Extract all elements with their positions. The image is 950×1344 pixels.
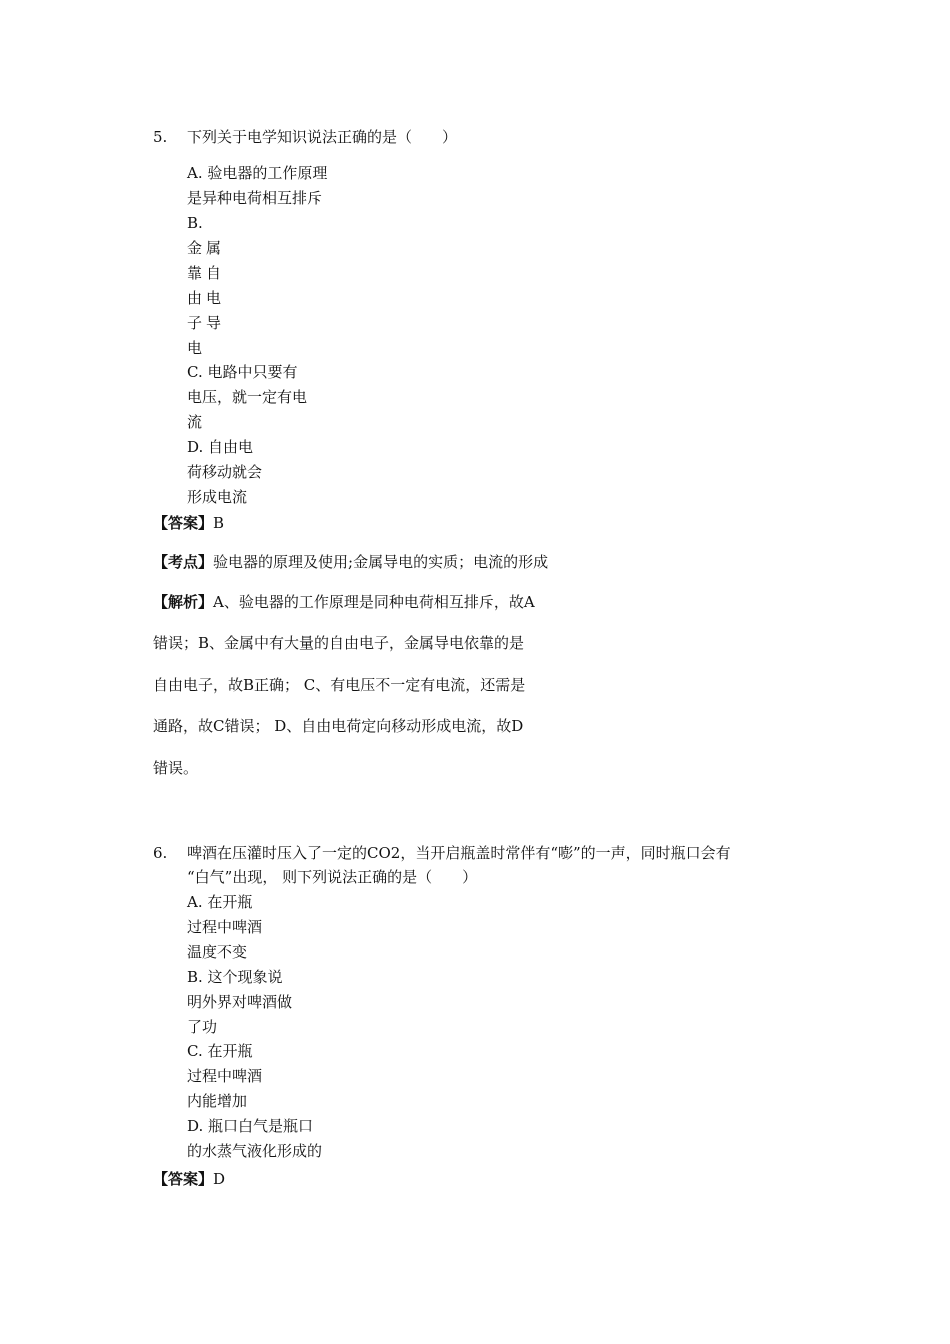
analysis-line: 通路，故C错误； D、自由电荷定向移动形成电流，故D (153, 717, 524, 735)
option-b-line: 子导 (187, 314, 226, 332)
option-c-line: 内能增加 (187, 1092, 248, 1110)
answer-row (153, 513, 224, 533)
option-d-line: D. 瓶口白气是瓶口 (187, 1117, 314, 1135)
analysis-line: 错误；B、金属中有大量的自由电子，金属导电依靠的是 (153, 634, 525, 652)
question-6-stem: 啤酒在压灌时压入了一定的CO2，当开启瓶盖时常伴有“嘭”的一声，同时瓶口会有 (187, 844, 731, 862)
answer-label: 【答案】 (153, 1170, 214, 1188)
answer-value: B (213, 514, 225, 532)
question-6-number: 6. (153, 844, 168, 862)
analysis-line (153, 592, 535, 612)
option-b-line: B. 这个现象说 (187, 968, 283, 986)
analysis-text: A、验电器的工作原理是同种电荷相互排斥，故A (213, 593, 535, 611)
option-a-line: A. 验电器的工作原理 (187, 164, 328, 182)
option-d-line: 形成电流 (187, 488, 248, 506)
option-b-line: 由电 (187, 289, 226, 307)
option-c-line: C. 在开瓶 (187, 1042, 253, 1060)
option-b-line: 电 (187, 339, 203, 357)
analysis-line: 错误。 (153, 759, 199, 777)
option-c-line: 电压，就一定有电 (187, 388, 308, 406)
option-d-line: D. 自由电 (187, 438, 254, 456)
analysis-line: 自由电子，故B正确； C、有电压不一定有电流，还需是 (153, 676, 526, 694)
option-a-line: 是异种电荷相互排斥 (187, 189, 323, 207)
answer-label: 【答案】 (153, 514, 214, 532)
option-c-line: 过程中啤酒 (187, 1067, 263, 1085)
answer-row (153, 1169, 225, 1189)
question-6-stem-continued: “白气”出现， 则下列说法正确的是（ ） (187, 868, 478, 886)
question-5-stem: 下列关于电学知识说法正确的是（ ） (187, 128, 458, 146)
option-a-line: 过程中啤酒 (187, 918, 263, 936)
option-b-line: 金属 (187, 239, 226, 257)
option-c-line: 流 (187, 413, 203, 431)
option-d-line: 荷移动就会 (187, 463, 263, 481)
option-c-line: C. 电路中只要有 (187, 363, 298, 381)
option-b-line: 了功 (187, 1018, 218, 1036)
kaodian-label: 【考点】 (153, 553, 214, 571)
option-d-line: 的水蒸气液化形成的 (187, 1142, 323, 1160)
option-a-line: A. 在开瓶 (187, 893, 253, 911)
answer-value: D (213, 1170, 226, 1188)
option-b-line: 靠自 (187, 264, 226, 282)
kaodian-row (153, 552, 548, 572)
question-5-number: 5. (153, 128, 168, 146)
option-a-line: 温度不变 (187, 943, 248, 961)
option-b-line: B. (187, 214, 203, 232)
kaodian-text: 验电器的原理及使用;金属导电的实质；电流的形成 (213, 553, 549, 571)
option-b-line: 明外界对啤酒做 (187, 993, 293, 1011)
analysis-label: 【解析】 (153, 593, 214, 611)
